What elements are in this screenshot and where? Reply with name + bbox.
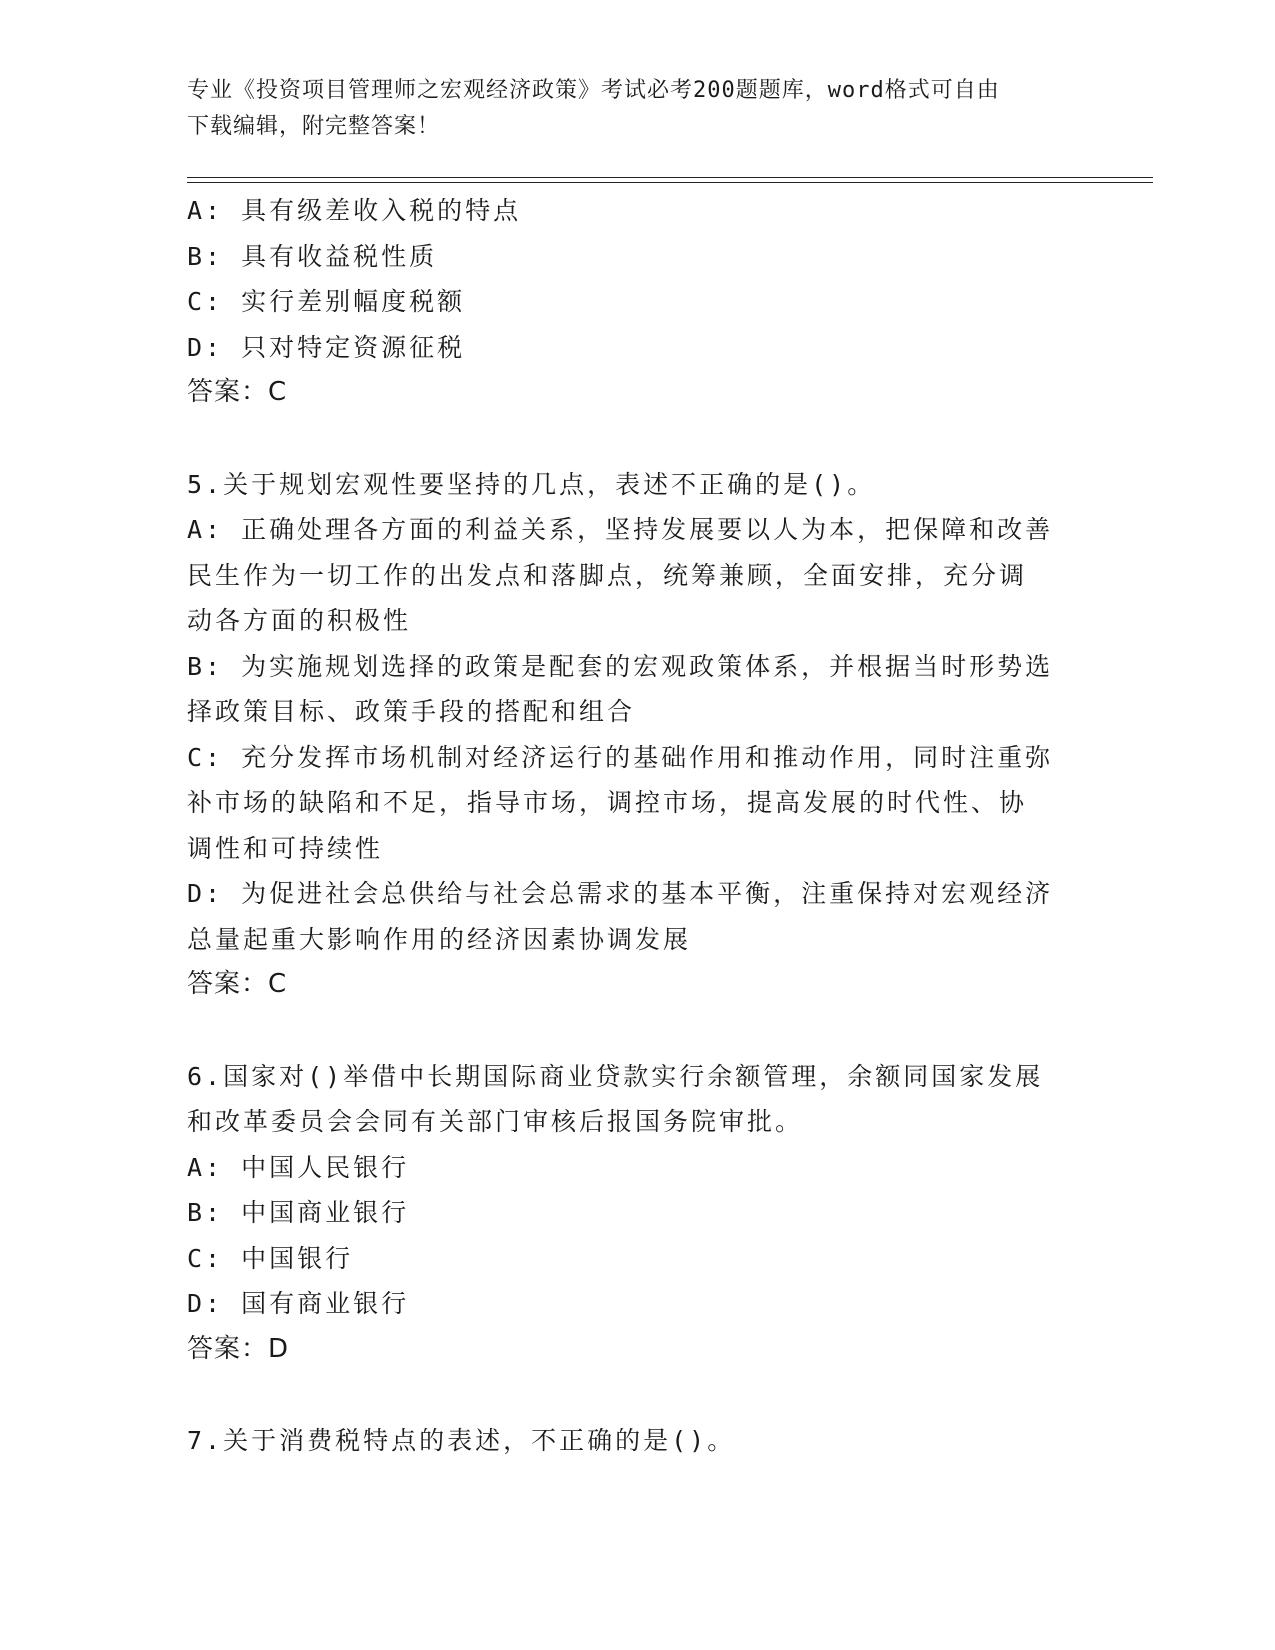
question-5-option-d-line-1: D: 为促进社会总供给与社会总需求的基本平衡，注重保持对宏观经济 [187,879,1054,908]
question-6-block [187,1054,1087,1373]
question-6-option-d: D: 国有商业银行 [187,1289,410,1318]
question-4-option-d: D: 只对特定资源征税 [187,332,466,362]
document-body [187,188,1087,1464]
spacer [187,1372,1087,1418]
question-5-option-a-line-2: 民生作为一切工作的出发点和落脚点，统筹兼顾，全面安排，充分调 [187,560,1028,590]
question-5-option-c-line-2: 补市场的缺陷和不足，指导市场，调控市场，提高发展的时代性、协 [187,788,1028,817]
question-7-stem: 7.关于消费税特点的表述，不正确的是()。 [187,1426,736,1455]
question-5-option-a-line-1: A: 正确处理各方面的利益关系，坚持发展要以人为本，把保障和改善 [187,515,1054,544]
question-5-option-a-line-3: 动各方面的积极性 [187,606,412,635]
header-title-line-2: 下载编辑，附完整答案！ [187,114,441,139]
question-5-option-c-line-3: 调性和可持续性 [187,833,384,863]
question-5-option-c-line-1: C: 充分发挥市场机制对经济运行的基础作用和推动作用，同时注重弥 [187,742,1054,772]
question-5-block [187,462,1087,1008]
question-5-stem: 5.关于规划宏观性要坚持的几点，表述不正确的是()。 [187,469,876,499]
question-4-block [187,188,1087,416]
question-6-stem-line-2: 和改革委员会会同有关部门审核后报国务院审批。 [187,1107,804,1136]
question-6-option-a: A: 中国人民银行 [187,1152,410,1182]
header-divider-bottom [187,182,1153,183]
question-4-option-c: C: 实行差别幅度税额 [187,287,466,316]
question-6-option-c: C: 中国银行 [187,1243,354,1273]
question-4-option-a: A: 具有级差收入税的特点 [187,196,522,225]
spacer [187,1008,1087,1054]
question-4-option-b: B: 具有收益税性质 [187,241,438,271]
question-5-option-b-line-1: B: 为实施规划选择的政策是配套的宏观政策体系，并根据当时形势选 [187,651,1054,681]
spacer [187,416,1087,462]
header-divider-top [187,177,1153,178]
question-4-answer: 答案：C [187,377,288,407]
question-5-option-d-line-2: 总量起重大影响作用的经济因素协调发展 [187,924,692,954]
question-7-block [187,1418,1087,1464]
question-6-answer: 答案：D [187,1333,290,1364]
question-6-option-b: B: 中国商业银行 [187,1198,410,1227]
header-title-line-1: 专业《投资项目管理师之宏观经济政策》考试必考200题题库，word格式可自由 [187,78,1000,103]
question-5-option-b-line-2: 择政策目标、政策手段的搭配和组合 [187,697,636,726]
question-5-answer: 答案：C [187,969,288,999]
question-6-stem-line-1: 6.国家对()举借中长期国际商业贷款实行余额管理，余额同国家发展 [187,1061,1044,1091]
document-header [187,73,1067,145]
